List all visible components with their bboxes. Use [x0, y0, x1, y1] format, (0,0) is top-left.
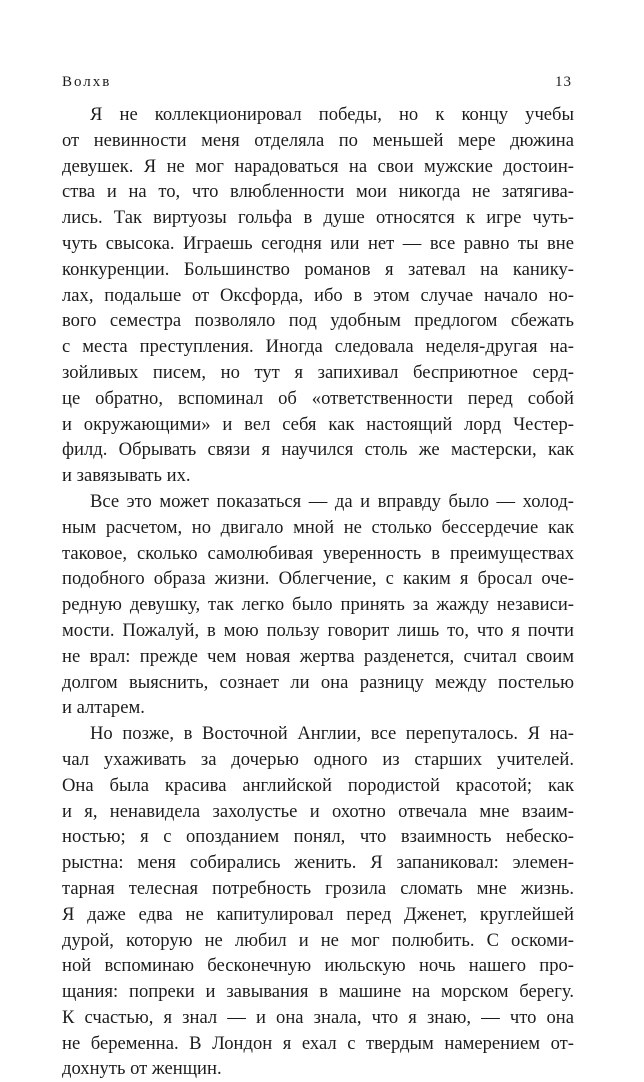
text-line: лись. Так виртуозы гольфа в душе относятся к игре чуть- — [62, 207, 574, 229]
body-text — [62, 102, 574, 1082]
text-line: Но позже, в Восточной Англии, все перепуталось. Я на- — [90, 723, 574, 745]
text-line: щания: попреки и завывания в машине на морском берегу. — [62, 981, 574, 1003]
text-line: рыстна: меня собирались женить. Я запаниковал: элемен- — [62, 852, 574, 874]
page-number: 13 — [555, 74, 572, 90]
text-line: мости. Пожалуй, в мою пользу говорит лишь то, что я почти — [62, 619, 574, 641]
text-line: не врал: прежде чем новая жертва разденется, считал своим — [62, 645, 574, 667]
text-line: лах, подальше от Оксфорда, ибо в этом случае начало но- — [62, 284, 574, 306]
text-line: дурой, которую не любил и не мог полюбить. С оскоми- — [62, 929, 574, 951]
paragraph-3 — [62, 721, 574, 1082]
text-line: ной вспоминаю бесконечную июльскую ночь нашего про- — [62, 955, 574, 977]
paragraph-1 — [62, 102, 574, 489]
text-line: ностью; я с опозданием понял, что взаимность небеско- — [62, 826, 574, 848]
running-head — [62, 74, 572, 96]
book-title: Волхв — [62, 74, 112, 90]
text-line: Все это может показаться — да и вправду было — холод- — [90, 490, 574, 512]
text-line: К счастью, я знал — и она знала, что я знаю, — что она — [62, 1006, 574, 1028]
text-line: от невинности меня отделяла по меньшей мере дюжина — [62, 129, 574, 151]
text-line: филд. Обрывать связи я научился столь же мастерски, как — [62, 439, 574, 461]
text-line: таковое, сколько самолюбивая уверенность в преимуществах — [62, 542, 574, 564]
text-line: зойливых писем, но тут я запихивал бесприютное серд- — [62, 361, 574, 383]
text-line: чуть свысока. Играешь сегодня или нет — все равно ты вне — [62, 232, 574, 254]
text-line: с места преступления. Иногда следовала неделя-другая на- — [62, 336, 574, 358]
text-line: тарная телесная потребность грозила сломать мне жизнь. — [62, 877, 574, 899]
text-line: Она была красива английской породистой красотой; как — [62, 774, 574, 796]
text-line: и алтарем. — [62, 697, 145, 719]
text-line: и окружающими» и вел себя как настоящий лорд Честер- — [62, 413, 574, 435]
text-line: чал ухаживать за дочерью одного из старших учителей. — [62, 748, 574, 770]
text-line: конкуренции. Большинство романов я затевал на канику- — [62, 258, 574, 280]
text-line: ным расчетом, но двигало мной не столько бессердечие как — [62, 516, 574, 538]
text-line: не беременна. В Лондон я ехал с твердым намерением от- — [62, 1032, 574, 1054]
text-line: це обратно, вспоминал об «ответственности перед собой — [62, 387, 574, 409]
text-line: Я даже едва не капитулировал перед Дженет, круглейшей — [62, 903, 574, 925]
text-line: редную девушку, так легко было принять за жажду независи- — [62, 594, 574, 616]
text-line: дохнуть от женщин. — [62, 1058, 222, 1080]
text-line: ства и на то, что влюбленности мои никогда не затягива- — [62, 181, 574, 203]
text-line: и завязывать их. — [62, 465, 191, 487]
text-line: и я, ненавидела захолустье и охотно отвечала мне взаим- — [62, 800, 574, 822]
text-line: долгом выяснить, сознает ли она разницу между постелью — [62, 671, 574, 693]
text-line: Я не коллекционировал победы, но к концу учебы — [90, 104, 574, 125]
text-line: вого семестра позволяло под удобным предлогом сбежать — [62, 310, 574, 332]
paragraph-2 — [62, 489, 574, 721]
text-line: девушек. Я не мог нарадоваться на свои мужские достоин- — [62, 155, 574, 177]
text-line: подобного образа жизни. Облегчение, с каким я бросал оче- — [62, 568, 574, 590]
